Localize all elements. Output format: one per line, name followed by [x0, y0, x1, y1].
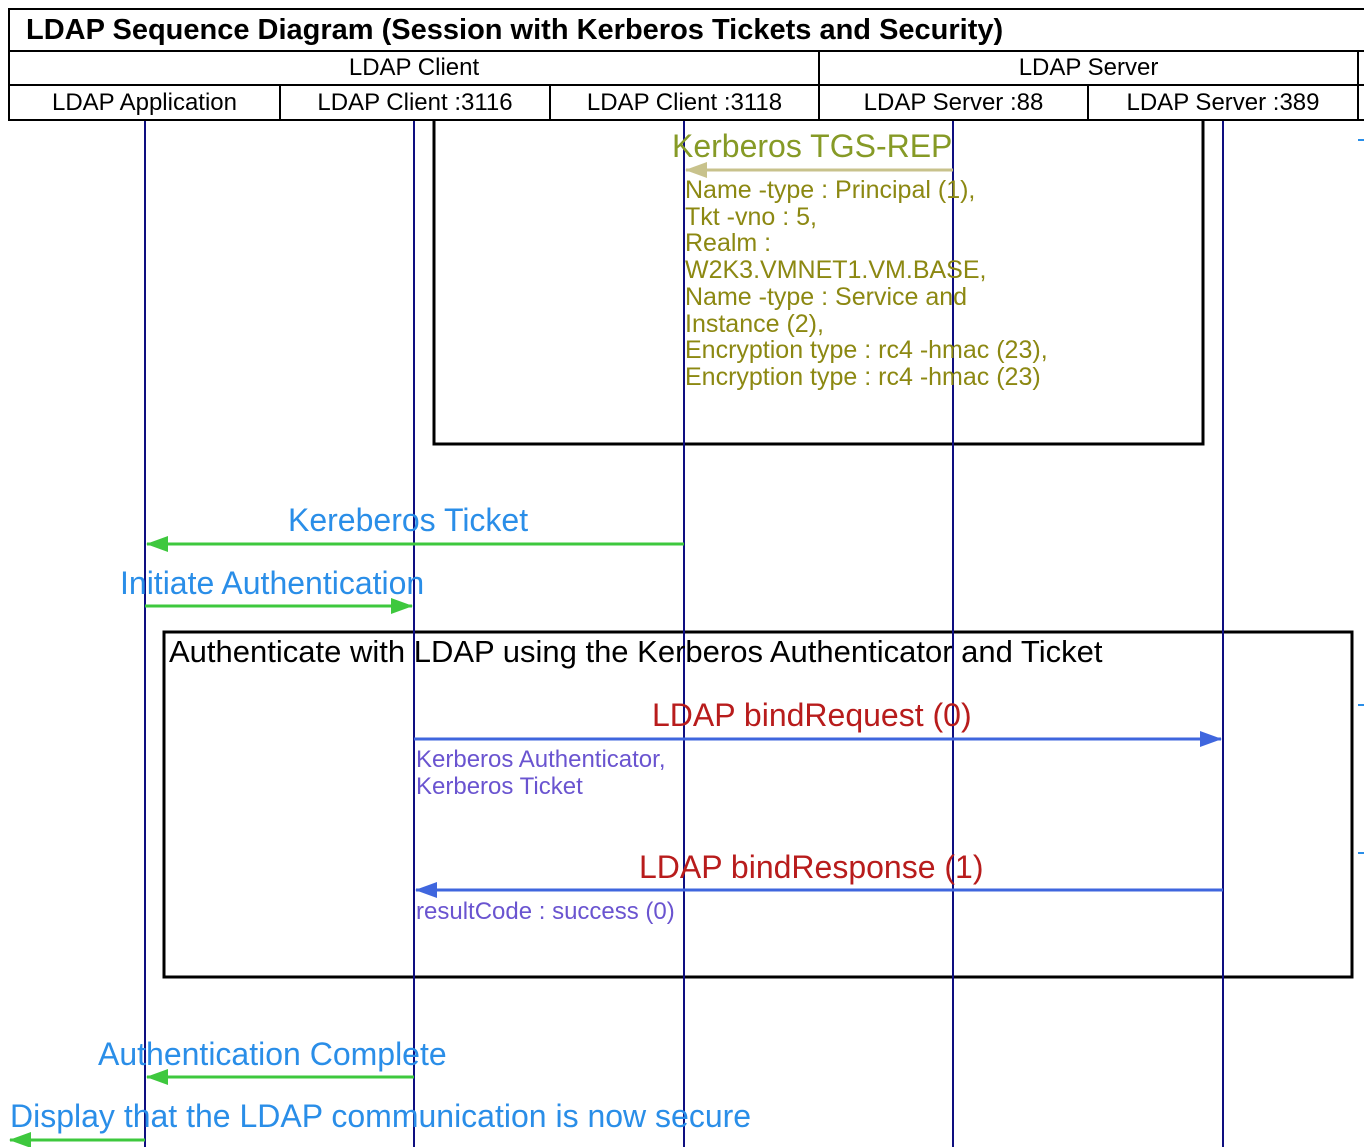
initiate-authentication-label: Initiate Authentication: [120, 565, 425, 601]
lifeline-header-ldap-client-3118: LDAP Client :3118: [549, 84, 820, 121]
bind-response-label: LDAP bindResponse (1): [639, 849, 984, 885]
lifeline-header-extra: [1357, 84, 1364, 121]
lifeline-header-ldap-server-389: LDAP Server :389: [1087, 84, 1359, 121]
lifeline-header-ldap-application: LDAP Application: [8, 84, 281, 121]
authentication-complete-label: Authentication Complete: [98, 1036, 447, 1072]
bind-request-label: LDAP bindRequest (0): [652, 697, 972, 733]
bind-response-details: resultCode : success (0): [416, 898, 675, 925]
auth-fragment-title: Authenticate with LDAP using the Kerberos Authenticator and Ticket: [169, 634, 1103, 669]
tgs-rep-details: Name -type : Principal (1), Tkt -vno : 5, Realm : W2K3.VMNET1.VM.BASE, Name -type : Service and Instance (2), Encryption type : rc4 -hmac (23), Encryption type : rc4 -hmac (23): [685, 176, 1048, 391]
group-header-ldap-client: LDAP Client: [8, 50, 820, 86]
lifeline-header-ldap-server-88: LDAP Server :88: [818, 84, 1089, 121]
kerberos-ticket-label: Kereberos Ticket: [288, 502, 529, 538]
display-secure-label: Display that the LDAP communication is now secure: [10, 1098, 752, 1134]
group-header-extra: [1357, 50, 1364, 86]
lifeline-header-ldap-client-3116: LDAP Client :3116: [279, 84, 551, 121]
group-header-ldap-server: LDAP Server: [818, 50, 1359, 86]
tgs-rep-label: Kerberos TGS-REP: [672, 128, 953, 164]
bind-request-details: Kerberos Authenticator, Kerberos Ticket: [416, 746, 666, 800]
diagram-title: LDAP Sequence Diagram (Session with Kerberos Tickets and Security): [8, 8, 1364, 52]
auth-fragment-box: [164, 632, 1352, 977]
